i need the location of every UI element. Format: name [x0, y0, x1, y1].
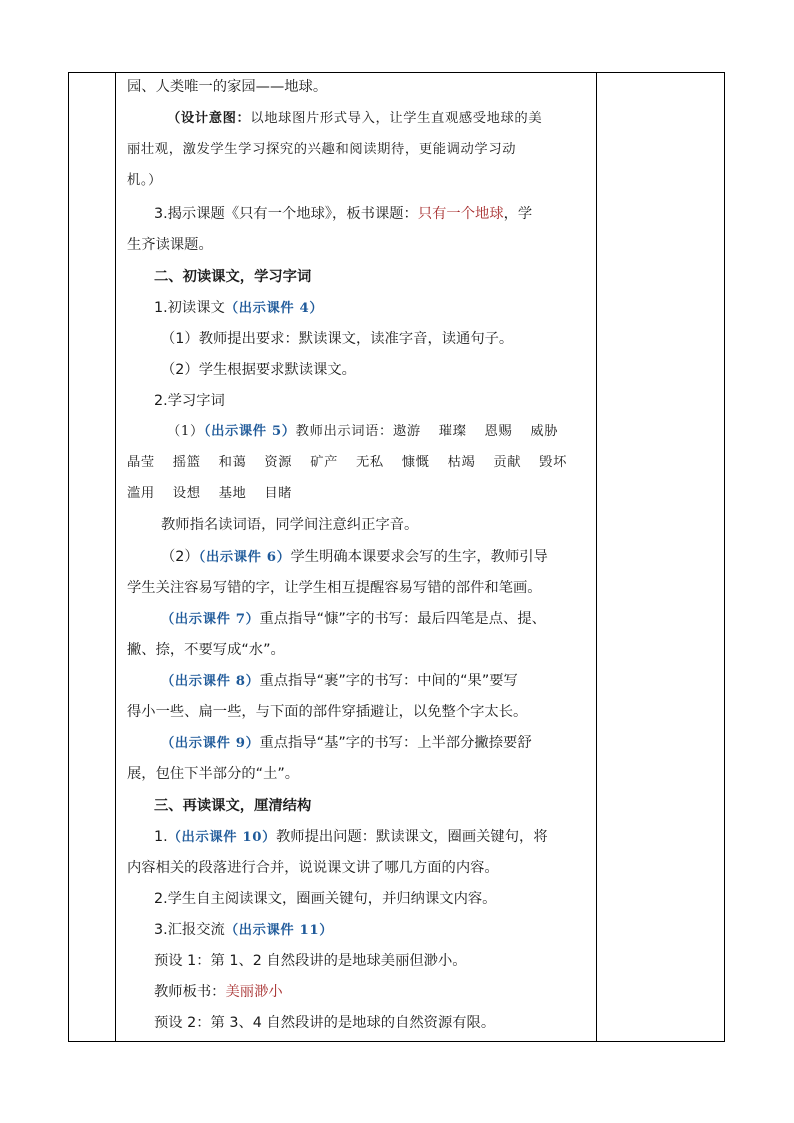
text-span: 教师板书： [154, 984, 226, 1000]
text-line [154, 204, 532, 224]
text-line [154, 827, 548, 848]
vocab-word: 贡献 [493, 455, 522, 470]
lesson-table [68, 72, 725, 1042]
vocab-word: 毁坏 [539, 455, 567, 470]
design-intent-line: 丽壮观，激发学生学习探究的兴趣和阅读期待，更能调动学习动 [127, 142, 517, 157]
text-line [161, 671, 518, 692]
text-line: 展，包住下半部分的“土”。 [127, 766, 300, 782]
text-line: 内容相关的段落进行合并，说说课文讲了哪几方面的内容。 [127, 860, 499, 876]
board-title: 只有一个地球 [417, 206, 504, 222]
vocab-word: 无私 [355, 455, 384, 470]
text-line [154, 298, 323, 319]
text-span: （1） [167, 424, 204, 439]
vocab-word: 矿产 [310, 455, 338, 470]
text-line: （2）学生根据要求默读课文。 [161, 362, 356, 378]
text-span: 3.揭示课题《只有一个地球》，板书课题： [154, 206, 418, 222]
vocab-list [127, 453, 567, 473]
design-intent-label: （设计意图： [167, 111, 251, 126]
vocab-word: 慷慨 [401, 455, 430, 470]
courseware-ref: （出示课件 5） [203, 424, 296, 439]
text-line: 生齐读课题。 [127, 237, 213, 253]
vocab-list [393, 424, 558, 439]
text-line [161, 547, 548, 568]
vocab-word: 基地 [218, 486, 247, 501]
text-line: 学生关注容易写错的字，让学生相互提醒容易写错的部件和笔画。 [127, 580, 542, 596]
text-span: 教师出示词语： [295, 424, 393, 439]
vocab-word: 和蔼 [218, 455, 247, 470]
vocab-word: 滥用 [127, 486, 155, 501]
text-line: 撇、捺，不要写成“水”。 [127, 642, 285, 658]
vocab-word: 目睹 [264, 486, 293, 501]
text-span: （2） [161, 549, 199, 565]
design-intent-text: 以地球图片形式导入，让学生直观感受地球的美 [250, 111, 543, 126]
text-line: 预设 1：第 1、2 自然段讲的是地球美丽但渺小。 [154, 953, 467, 969]
text-span: 重点指导“裹”字的书写：中间的“果”要写 [259, 673, 518, 689]
courseware-ref: （出示课件 7） [161, 612, 260, 627]
courseware-ref: （出示课件 4） [224, 301, 324, 316]
vocab-list [127, 484, 310, 504]
text-span: 1. [154, 829, 168, 845]
vocab-word: 恩赐 [484, 424, 513, 439]
vocab-word: 威胁 [530, 424, 559, 439]
vocab-word: 摇篮 [172, 455, 201, 470]
text-span: 重点指导“慷”字的书写：最后四笔是点、提、 [259, 611, 546, 627]
text-span: ，学 [503, 206, 533, 222]
design-intent-line [167, 109, 542, 129]
text-line: 2.学生自主阅读课文，圈画关键句，并归纳课文内容。 [154, 891, 497, 907]
courseware-ref: （出示课件 10） [167, 830, 276, 845]
vocab-word: 晶莹 [127, 455, 155, 470]
text-span: 1.初读课文 [154, 300, 225, 316]
courseware-ref: （出示课件 9） [161, 736, 260, 751]
text-line [154, 920, 333, 941]
left-column-divider [115, 73, 116, 1041]
text-line: 园、人类唯一的家园——地球。 [127, 79, 328, 95]
courseware-ref: （出示课件 6） [198, 550, 291, 565]
text-span: 学生明确本课要求会写的生字，教师引导 [290, 549, 548, 565]
section-heading: 二、初读课文，学习字词 [154, 269, 312, 285]
design-intent-line: 机。） [127, 173, 163, 188]
text-line [167, 422, 558, 442]
text-line [154, 982, 283, 1002]
right-column-divider [596, 73, 597, 1041]
vocab-word: 资源 [264, 455, 293, 470]
text-line: 教师指名读词语，同学间注意纠正字音。 [161, 517, 419, 533]
vocab-word: 设想 [172, 486, 201, 501]
vocab-word: 璀璨 [438, 424, 467, 439]
board-writing: 美丽渺小 [225, 984, 283, 1000]
text-line: 得小一些、扁一些，与下面的部件穿插避让，以免整个字太长。 [127, 704, 528, 720]
text-line: 预设 2：第 3、4 自然段讲的是地球的自然资源有限。 [154, 1015, 496, 1031]
vocab-word: 枯竭 [447, 455, 476, 470]
courseware-ref: （出示课件 8） [161, 674, 260, 689]
vocab-word: 遨游 [392, 424, 421, 439]
section-heading: 三、再读课文，厘清结构 [154, 798, 312, 814]
text-span: 3.汇报交流 [154, 922, 225, 938]
text-span: 教师提出问题：默读课文，圈画关键句，将 [275, 829, 548, 845]
text-line [161, 609, 546, 630]
text-line: 2.学习字词 [154, 393, 225, 409]
text-line [161, 733, 532, 754]
text-span: 重点指导“基”字的书写：上半部分撇捺要舒 [259, 735, 532, 751]
courseware-ref: （出示课件 11） [224, 923, 334, 938]
text-line: （1）教师提出要求：默读课文，读准字音，读通句子。 [161, 331, 514, 347]
